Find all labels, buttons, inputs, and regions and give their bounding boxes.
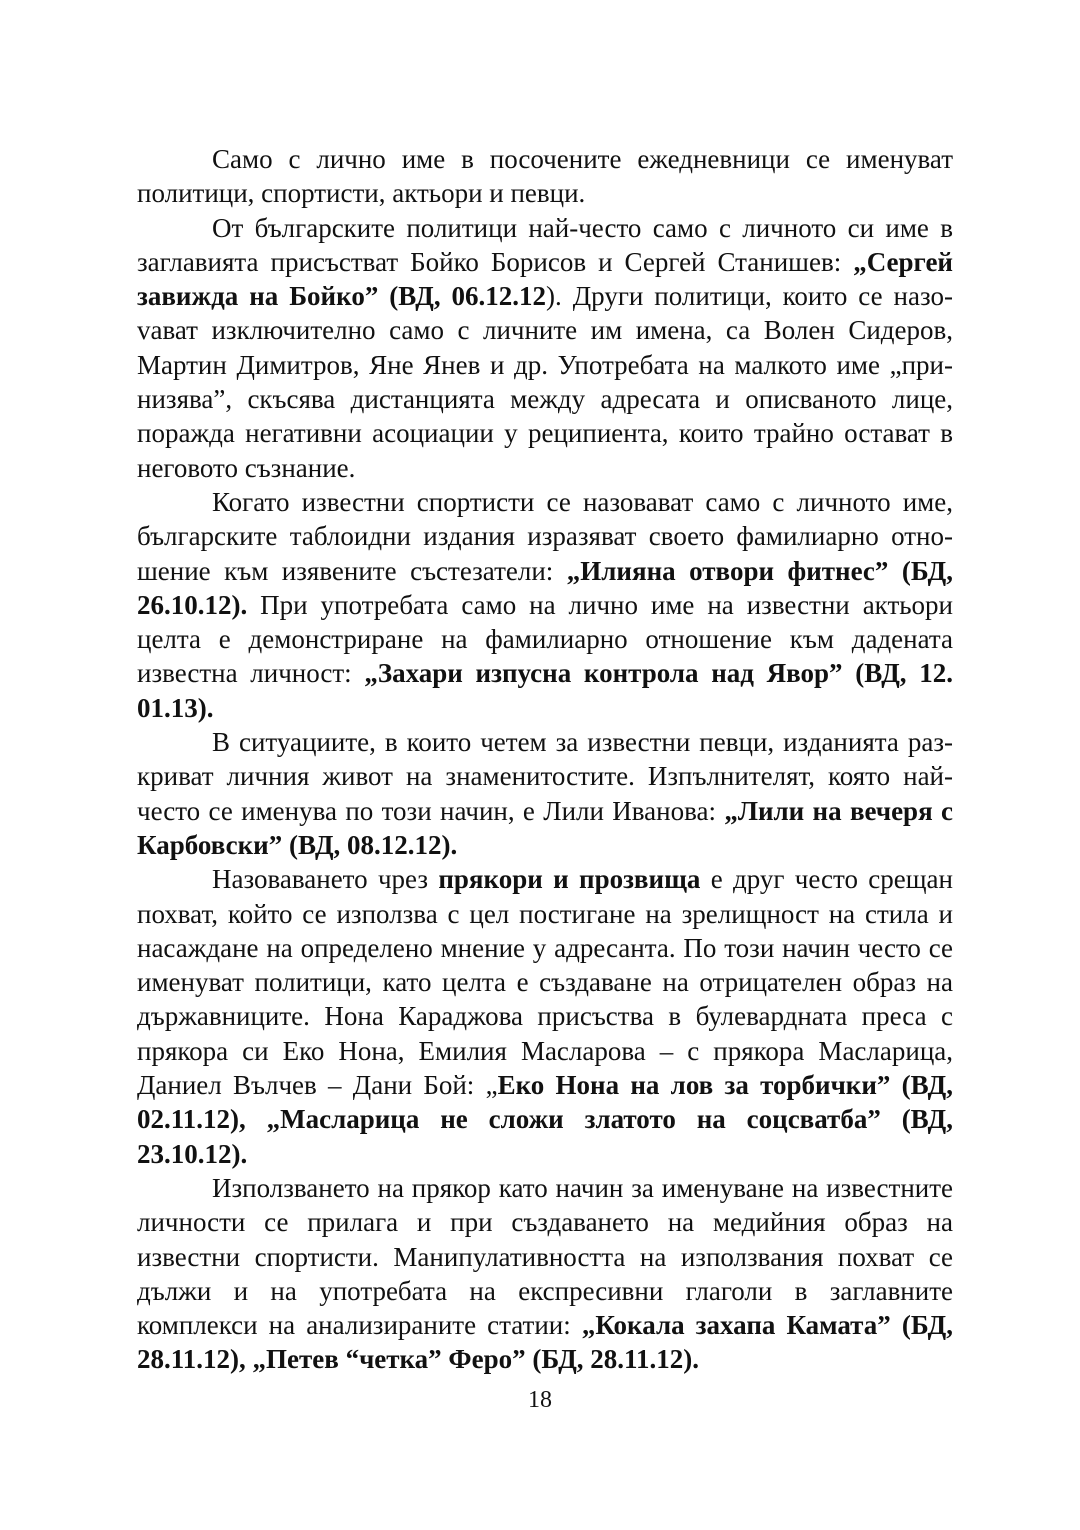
paragraph — [137, 142, 953, 211]
body-text — [137, 142, 953, 1377]
text-run: Назоваването чрез — [212, 864, 439, 895]
bold-citation: „Захари изпусна контрола над Явор” (ВД, 12. 01.13). — [137, 658, 953, 723]
bold-citation: „Кокала захапа Камата” (БД, 28.11.12), „Петев “четка” Феро” (БД, 28.11.12). — [137, 1310, 953, 1375]
text-run: Когато известни спортисти се назовават само с личното име, българските таблоидни издания изразяват своето фамилиарно отношение към изявените състезатели: — [137, 486, 953, 586]
paragraph — [137, 725, 953, 862]
bold-citation: „Сергей завижда на Бойко” (ВД, 06.12.12 — [137, 246, 953, 312]
paragraph — [137, 485, 953, 725]
text-run: Използването на прякор като начин за именуване на известните личности се прилага и при създаването на медийния образ на известни спортисти. Манипулативността на използвания похват се дължи и на употребата на експресивни глаголи в заглавните комплекси на анализираните статии: — [137, 1172, 953, 1341]
text-run: При употребата само на лично име на известни актьори целта е демонстриране на фамилиарно отношение към дадената известна личност: — [137, 589, 953, 689]
text-run: е друг често срещан похват, който се използва с цел постигане на зрелищност на стила и насаждане на определено мнение у адресанта. По този начин често се именуват политици, като целта е създаване на отрицателен образ на държавниците. Нона Караджова присъства в булевардната преса с прякора си Еко Нона, Емилия Масларова – с прякора Масларица, Даниел Вълчев – Дани Бой: „ — [137, 864, 953, 1101]
bold-citation: „Илияна отвори фитнес” (БД, 26.10.12). — [137, 555, 953, 620]
text-run: В ситуациите, в които четем за известни певци, изданията разкриват личния живот на знаменитостите. Изпълнителят, която най-често се именува по този начин, е Лили Иванова: — [137, 727, 953, 826]
bold-citation: Еко Нона на лов за торбички” (ВД, 02.11.12), „Масларица не сложи златото на соцсватба” (ВД, 23.10.12). — [137, 1070, 953, 1169]
text-run: ). Други политици, които се назоvават изключително само с личните им имена, са Волен Сидеров, Мартин Димитров, Яне Янев и др. Употребата на малкото име „принизява”, скъсява дистанцията между адресата и описваното лице, поражда негативни асоциации у реципиента, които трайно остават в неговото съзнание. — [137, 281, 953, 483]
text-run: Само с лично име в посочените ежедневници се именуват политици, спортисти, актьори и певци. — [137, 144, 953, 209]
text-run: От българските политици най-често само с личното си име в заглавията присъстват Бойко Борисов и Сергей Станишев: — [137, 212, 953, 277]
bold-citation: „Лили на вечеря с Карбовски” (ВД, 08.12.12). — [137, 795, 953, 860]
bold-citation: прякори и прозвища — [438, 864, 701, 895]
paragraph — [137, 862, 953, 1171]
page-number: 18 — [528, 1387, 552, 1413]
paragraph — [137, 1171, 953, 1377]
paragraph — [137, 211, 953, 485]
